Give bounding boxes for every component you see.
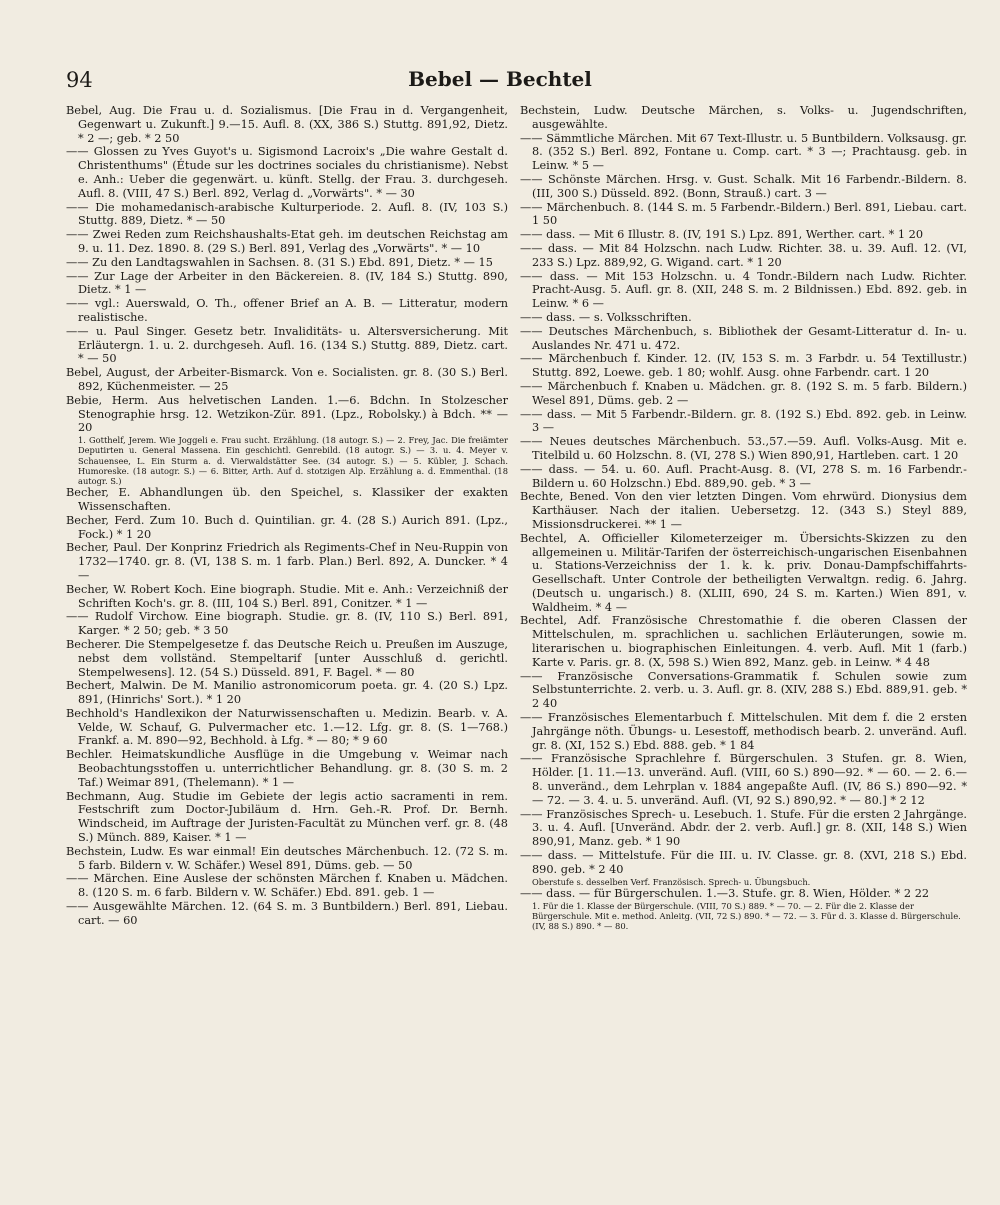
entry: Bechte, Bened. Von den vier letzten Dingen. Vom ehrwürd. Dionysius dem Karthäuser. Nach der italien. Uebersetzg. 12. (343 S.) Steyl 889, Missionsdruckerei. ** 1 — xyxy=(520,490,967,531)
entry: Becher, E. Abhandlungen üb. den Speichel, s. Klassiker der exakten Wissenschaften. xyxy=(66,486,508,513)
entry: —— Märchenbuch f. Knaben u. Mädchen. gr. 8. (192 S. m. 5 farb. Bildern.) Wesel 891, Düms. geb. 2 — xyxy=(520,379,967,407)
entry: —— Französisches Elementarbuch f. Mittelschulen. Mit dem f. die 2 ersten Jahrgänge nöth. Übungs- u. Lesestoff, methodisch bearb. 2. unveränd. Aufl. gr. 8. (XI, 152 S.) Ebd. 888. geb. * 1 84 xyxy=(520,711,967,752)
entry: Bechler. Heimatskundliche Ausflüge in die Umgebung v. Weimar nach Beobachtungsstoffen u. unterrichtlicher Behandlung. gr. 8. (30 S. m. 2 Taf.) Weimar 891, (Thelemann). * 1 — xyxy=(66,748,508,789)
entry: Bechtel, Adf. Französische Chrestomathie f. die oberen Classen der Mittelschulen, m. sprachlichen u. sachlichen Erläuterungen, sowie m. literarischen u. biographischen Einleitungen. 4. verb. Aufl. Mit 1 (farb.) Karte v. Paris. gr. 8. (X, 598 S.) Wien 892, Manz. geb. in Leinw. * 4 48 xyxy=(520,614,967,669)
entry: Becher, Paul. Der Konprinz Friedrich als Regiments-Chef in Neu-Ruppin von 1732—1740. gr. 8. (VI, 138 S. m. 1 farb. Plan.) Berl. 892, A. Duncker. * 4 — xyxy=(66,541,508,582)
entry: —— Französische Sprachlehre f. Bürgerschulen. 3 Stufen. gr. 8. Wien, Hölder. [1. 11.—13. unveränd. Aufl. (VIII, 60 S.) 890—92. * — 60. — 2. 6.—8. unveränd., dem Lehrplan v. 1884 angepaßte Aufl. (IV, 86 S.) 890—92. * — 72. — 3. 4. u. 5. unveränd. Aufl. (VI, 92 S.) 890,92. * — 80.] * 2 12 xyxy=(520,752,967,807)
left-column xyxy=(66,104,508,1134)
entry: —— Rudolf Virchow. Eine biograph. Studie. gr. 8. (IV, 110 S.) Berl. 891, Karger. * 2 50; geb. * 3 50 xyxy=(66,610,508,638)
entry: —— dass. — Mittelstufe. Für die III. u. IV. Classe. gr. 8. (XVI, 218 S.) Ebd. 890. geb. * 2 40 xyxy=(520,849,967,876)
entry: Bechstein, Ludw. Es war einmal! Ein deutsches Märchenbuch. 12. (72 S. m. 5 farb. Bildern v. W. Schäfer.) Wesel 891, Düms. geb. — 50 xyxy=(66,844,508,872)
entry: Becher, Ferd. Zum 10. Buch d. Quintilian. gr. 4. (28 S.) Aurich 891. (Lpz., Fock.) * 1 20 xyxy=(66,513,508,541)
entry: —— Französisches Sprech- u. Lesebuch. 1. Stufe. Für die ersten 2 Jahrgänge. 3. u. 4. Aufl. [Unveränd. Abdr. der 2. verb. Aufl.] gr. 8. (XII, 148 S.) Wien 890,91, Manz. geb. * 1 90 xyxy=(520,807,967,849)
page-number: 94 xyxy=(66,68,93,92)
entry: Bechstein, Ludw. Deutsche Märchen, s. Volks- u. Jugendschriften, ausgewählte. xyxy=(520,104,967,131)
entry: —— u. Paul Singer. Gesetz betr. Invaliditäts- u. Altersversicherung. Mit Erläutergn. 1. u. 2. durchgeseh. Aufl. 16. (134 S.) Stuttg. 889, Dietz. cart. * — 50 xyxy=(66,324,508,366)
entry: —— dass. — 54. u. 60. Aufl. Pracht-Ausg. 8. (VI, 278 S. m. 16 Farbendr.-Bildern u. 60 Holzschn.) Ebd. 889,90. geb. * 3 — xyxy=(520,462,967,490)
entry: —— Neues deutsches Märchenbuch. 53.,57.—59. Aufl. Volks-Ausg. Mit e. Titelbild u. 60 Holzschn. 8. (VI, 278 S.) Wien 890,91, Hartleben. cart. 1 20 xyxy=(520,435,967,462)
entry: Bechtel, A. Officieller Kilometerzeiger m. Übersichts-Skizzen zu den allgemeinen u. Militär-Tarifen der österreichisch-ungarischen Eisenbahnen u. Stations-Verzeichniss der 1. k. k. priv. Donau-Dampfschiffahrts-Gesellschaft. Unter Controle der betheiligten Verwaltgn. redig. 6. Jahrg. (Deutsch u. ungarisch.) 8. (XLIII, 690, 24 S. m. Karten.) Wien 891, v. Waldheim. * 4 — xyxy=(520,531,967,614)
entry: Bechert, Malwin. De M. Manilio astronomicorum poeta. gr. 4. (20 S.) Lpz. 891, (Hinrichs' Sort.). * 1 20 xyxy=(66,679,508,707)
entry: Bebel, Aug. Die Frau u. d. Sozialismus. [Die Frau in d. Vergangenheit, Gegenwart u. Zukunft.] 9.—15. Aufl. 8. (XX, 386 S.) Stuttg. 891,92, Dietz. * 2 —; geb. * 2 50 xyxy=(66,104,508,145)
right-column xyxy=(520,104,967,1104)
entry: —— dass. — Mit 153 Holzschn. u. 4 Tondr.-Bildern nach Ludw. Richter. Pracht-Ausg. 5. Aufl. gr. 8. (XII, 248 S. m. 2 Bildnissen.) Ebd. 892. geb. in Leinw. * 6 — xyxy=(520,269,967,311)
entry: —— Glossen zu Yves Guyot's u. Sigismond Lacroix's „Die wahre Gestalt d. Christenthums" (Étude sur les doctrines sociales du christianisme). Nebst e. Anh.: Ueber die gegenwärt. u. künft. Stellg. der Frau. 3. durchgeseh. Aufl. 8. (VIII, 47 S.) Berl. 892, Verlag d. „Vorwärts". * — 30 xyxy=(66,145,508,200)
entry: —— dass. — für Bürgerschulen. 1.—3. Stufe. gr. 8. Wien, Hölder. * 2 22 xyxy=(520,886,930,900)
entry: Bechmann, Aug. Studie im Gebiete der legis actio sacramenti in rem. Festschrift zum Doctor-Jubiläum d. Hrn. Geh.-R. Prof. Dr. Bernh. Windscheid, im Auftrage der Juristen-Facultät zu München verf. gr. 8. (48 S.) Münch. 889, Kaiser. * 1 — xyxy=(66,789,508,845)
entry: Bebel, August, der Arbeiter-Bismarck. Von e. Socialisten. gr. 8. (30 S.) Berl. 892, Küchenmeister. — 25 xyxy=(66,366,508,393)
entry: —— Französische Conversations-Grammatik f. Schulen sowie zum Selbstunterrichte. 2. verb. u. 3. Aufl. gr. 8. (XIV, 288 S.) Ebd. 889,91. geb. * 2 40 xyxy=(520,669,967,711)
entry: —— Sämmtliche Märchen. Mit 67 Text-Illustr. u. 5 Buntbildern. Volksausg. gr. 8. (352 S.) Berl. 892, Fontane u. Comp. cart. * 3 —; Prachtausg. geb. in Leinw. * 5 — xyxy=(520,131,967,173)
entry: —— dass. — s. Volksschriften. xyxy=(520,310,692,324)
entry: —— Märchenbuch. 8. (144 S. m. 5 Farbendr.-Bildern.) Berl. 891, Liebau. cart. 1 50 xyxy=(520,200,967,228)
entry: —— Zur Lage der Arbeiter in den Bäckereien. 8. (IV, 184 S.) Stuttg. 890, Dietz. * 1 — xyxy=(66,269,508,297)
entry: —— dass. — Mit 5 Farbendr.-Bildern. gr. 8. (192 S.) Ebd. 892. geb. in Leinw. 3 — xyxy=(520,407,967,435)
entry: Bebie, Herm. Aus helvetischen Landen. 1.—6. Bdchn. In Stolzescher Stenographie hrsg. 12. Wetzikon-Zür. 891. (Lpz., Robolsky.) à Bdch. ** — 20 xyxy=(66,393,508,435)
entry: —— vgl.: Auerswald, O. Th., offener Brief an A. B. — Litteratur, modern realistische. xyxy=(66,297,508,324)
running-head: Bebel — Bechtel xyxy=(408,67,592,91)
entry: —— dass. — Mit 84 Holzschn. nach Ludw. Richter. 38. u. 39. Aufl. 12. (VI, 233 S.) Lpz. 889,92, G. Wigand. cart. * 1 20 xyxy=(520,241,967,269)
entry: —— Märchen. Eine Auslese der schönsten Märchen f. Knaben u. Mädchen. 8. (120 S. m. 6 farb. Bildern v. W. Schäfer.) Ebd. 891. geb. 1 — xyxy=(66,872,508,900)
entry: —— Zu den Landtagswahlen in Sachsen. 8. (31 S.) Ebd. 891, Dietz. * — 15 xyxy=(66,255,493,269)
entry: —— Die mohamedanisch-arabische Kulturperiode. 2. Aufl. 8. (IV, 103 S.) Stuttg. 889, Dietz. * — 50 xyxy=(66,200,508,228)
entry: —— Deutsches Märchenbuch, s. Bibliothek der Gesamt-Litteratur d. In- u. Auslandes Nr. 471 u. 472. xyxy=(520,324,967,352)
entry: —— Ausgewählte Märchen. 12. (64 S. m. 3 Buntbildern.) Berl. 891, Liebau. cart. — 60 xyxy=(66,900,508,927)
cross-reference-note: Oberstufe s. desselben Verf. Französisch. Sprech- u. Übungsbuch. xyxy=(532,876,811,887)
entry: —— Schönste Märchen. Hrsg. v. Gust. Schalk. Mit 16 Farbendr.-Bildern. 8. (III, 300 S.) Düsseld. 892. (Bonn, Strauß.) cart. 3 — xyxy=(520,172,967,200)
contents-note: 1. Gotthelf, Jerem. Wie Joggeli e. Frau sucht. Erzählung. (18 autogr. S.) — 2. Frey, Jac. Die freiämter Deputirten u. General Massena. Ein geschichtl. Genrebild. (18 autogr. S.) — 3. u. 4. Meyer v. Schauensee, L. Ein Sturm a. d. Vierwaldstätter See. (34 autogr. S.) — 5. Kübler, J. Schach. Humoreske. (18 autogr. S.) — 6. Bitter, Arth. Auf d. stotzigen Alp. Erzählung a. d. Emmenthal. (18 autogr. S.) xyxy=(78,435,508,486)
entry: Bechhold's Handlexikon der Naturwissenschaften u. Medizin. Bearb. v. A. Velde, W. Schauf, G. Pulvermacher etc. 1.—12. Lfg. gr. 8. (S. 1—768.) Frankf. a. M. 890—92, Bechhold. à Lfg. * — 80; * 9 60 xyxy=(66,706,508,748)
entry: Becherer. Die Stempelgesetze f. das Deutsche Reich u. Preußen im Auszuge, nebst dem vollständ. Stempeltarif [unter Ausschluß d. gerichtl. Stempelwesens]. 12. (54 S.) Düsseld. 891, F. Bagel. * — 80 xyxy=(66,637,508,679)
contents-note: 1. Für die 1. Klasse der Bürgerschule. (VIII, 70 S.) 889. * — 70. — 2. Für die 2. Klasse der Bürgerschule. Mit e. method. Anleitg. (VII, 72 S.) 890. * — 72. — 3. Für d. 3. Klasse d. Bürgerschule. (IV, 88 S.) 890. * — 80. xyxy=(532,900,961,932)
entry: —— Zwei Reden zum Reichshaushalts-Etat geh. im deutschen Reichstag am 9. u. 11. Dez. 1890. 8. (29 S.) Berl. 891, Verlag des „Vorwärts". * — 10 xyxy=(66,228,508,255)
entry: —— Märchenbuch f. Kinder. 12. (IV, 153 S. m. 3 Farbdr. u. 54 Textillustr.) Stuttg. 892, Loewe. geb. 1 80; wohlf. Ausg. ohne Farbendr. cart. 1 20 xyxy=(520,352,967,380)
entry: —— dass. — Mit 6 Illustr. 8. (IV, 191 S.) Lpz. 891, Werther. cart. * 1 20 xyxy=(520,228,924,242)
entry: Becher, W. Robert Koch. Eine biograph. Studie. Mit e. Anh.: Verzeichniß der Schriften Koch's. gr. 8. (III, 104 S.) Berl. 891, Conitzer. * 1 — xyxy=(66,582,508,610)
